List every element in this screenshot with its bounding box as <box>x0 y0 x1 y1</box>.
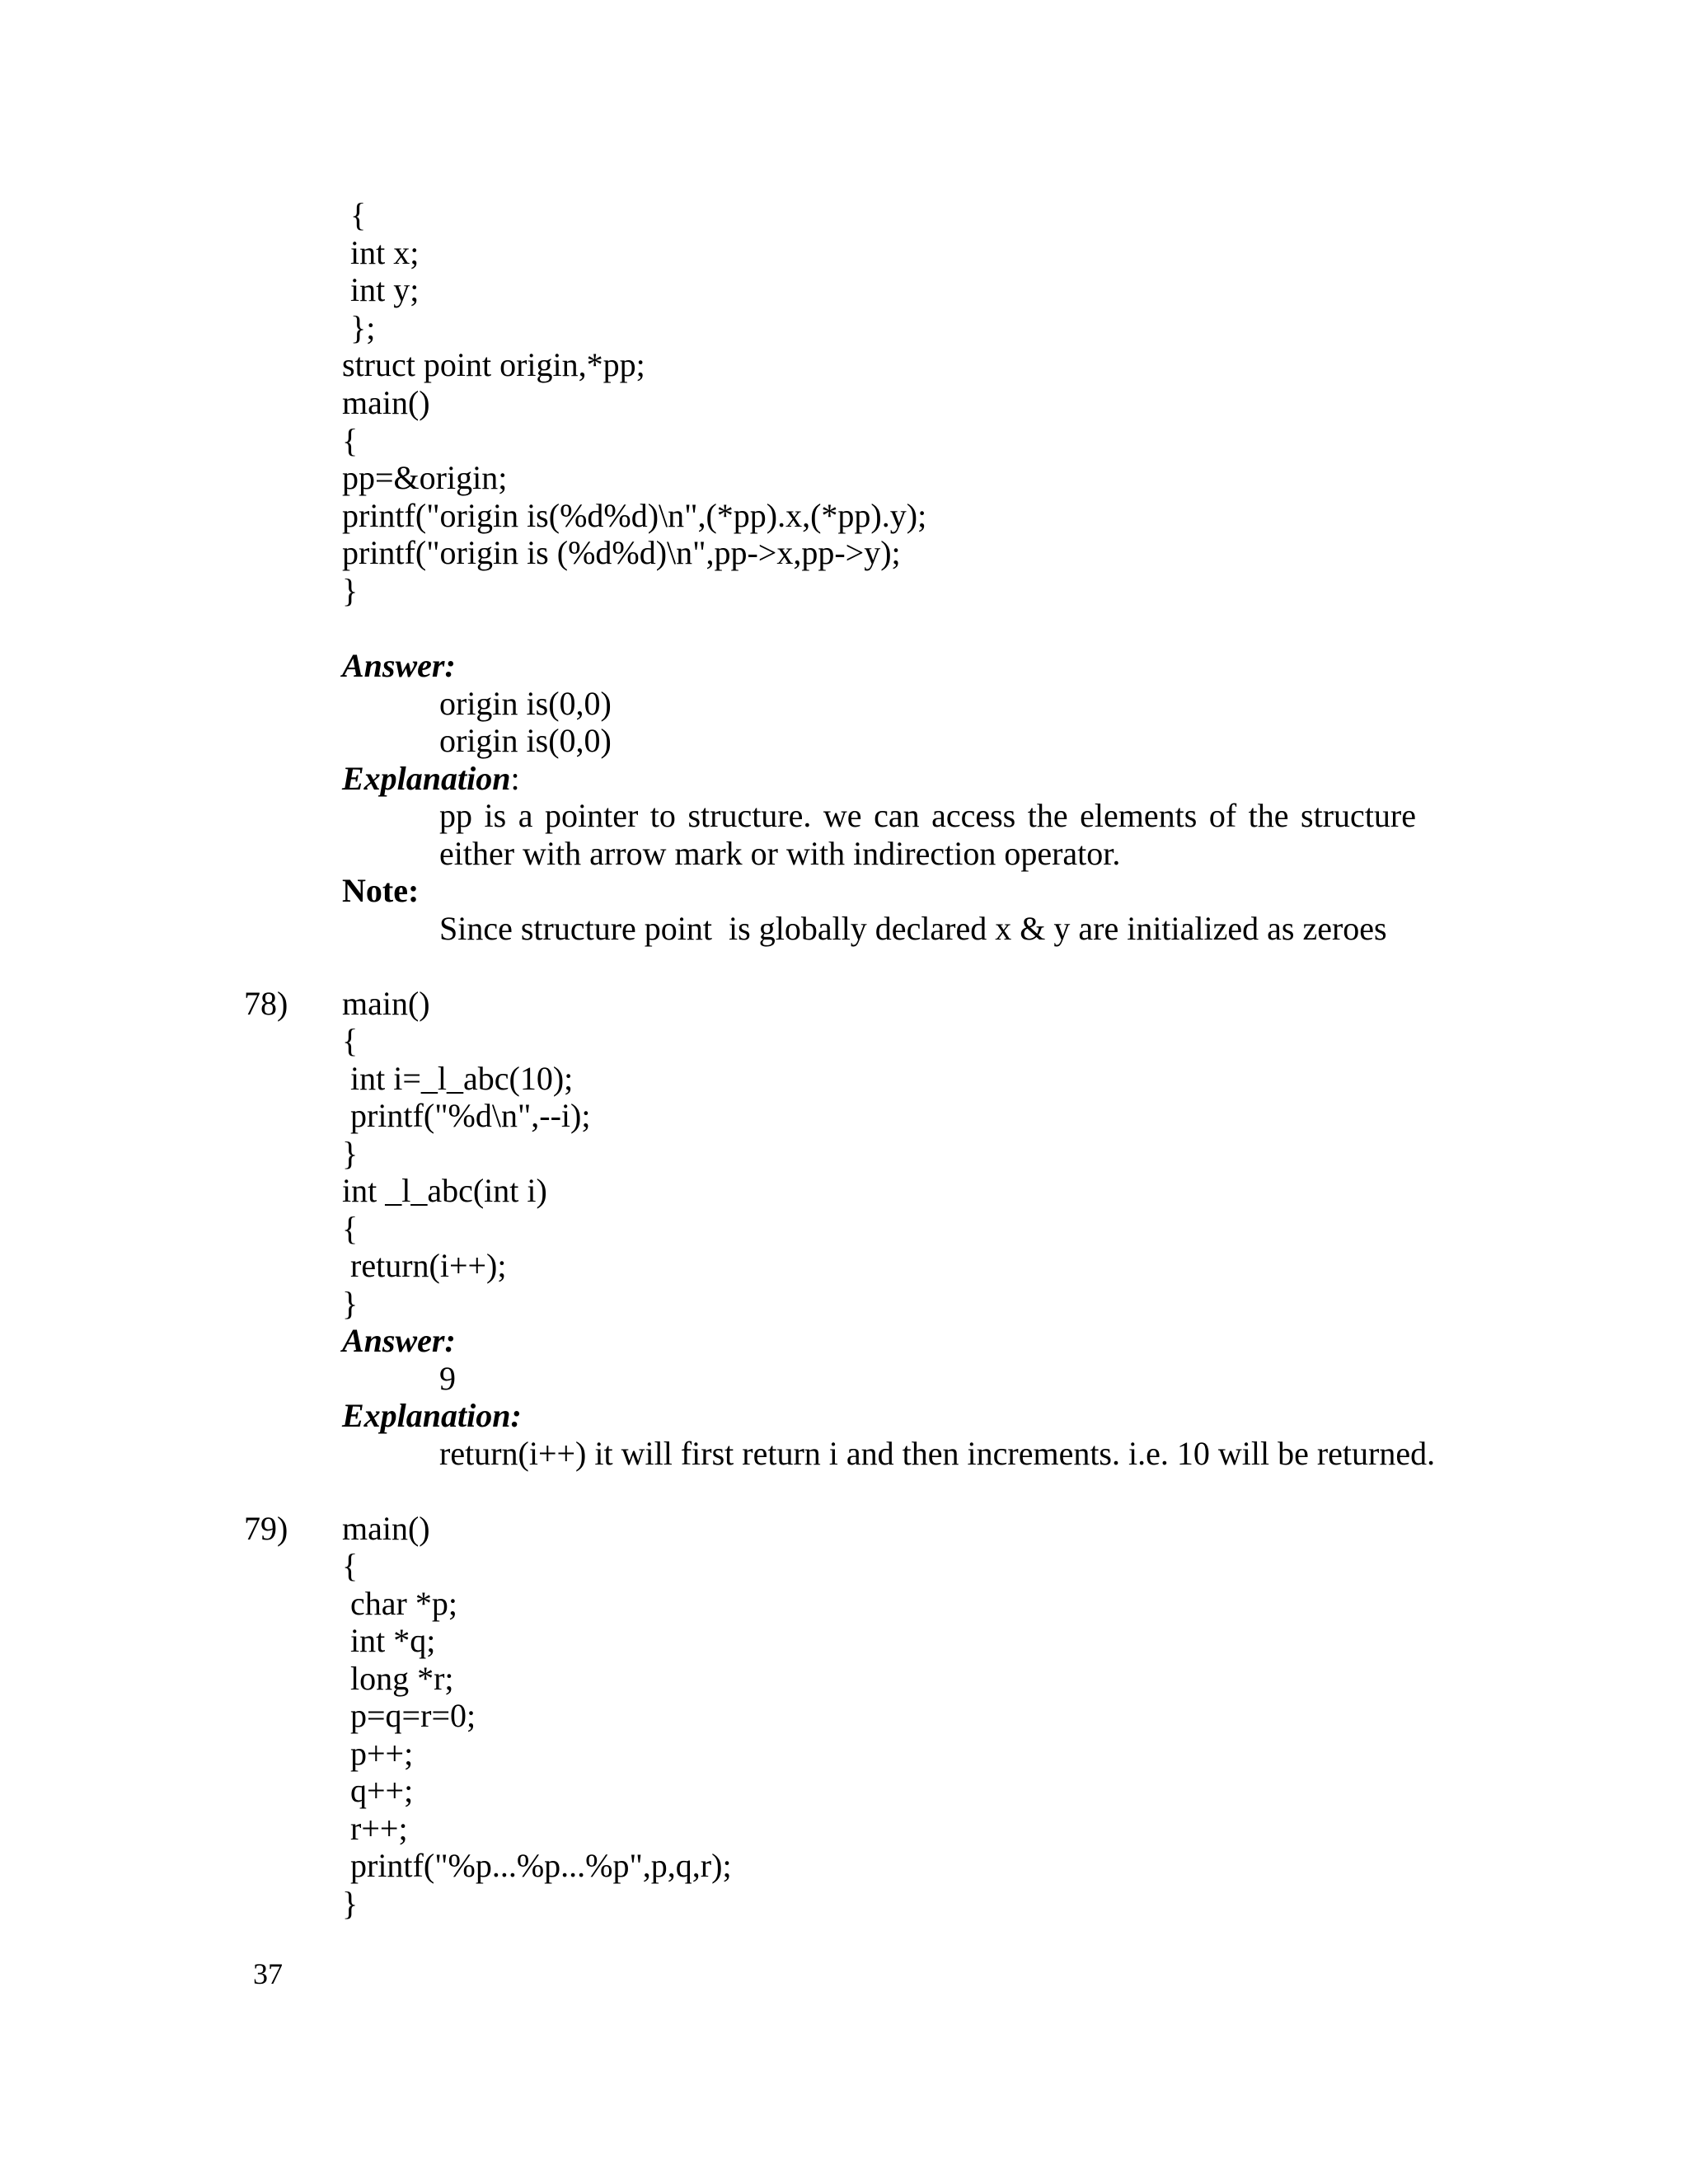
answer-value: 9 <box>439 1360 456 1397</box>
answer-label: Answer: <box>342 1322 456 1359</box>
code-line: } <box>342 572 359 609</box>
code-line: printf("origin is (%d%d)\n",pp->x,pp->y); <box>342 534 901 571</box>
page-number: 37 <box>253 1957 283 1990</box>
explanation-label: Explanation: <box>342 1397 522 1434</box>
note-label: Note: <box>342 872 420 909</box>
answer-line: origin is(0,0) <box>439 685 612 722</box>
code-line: { <box>342 196 367 233</box>
explanation-colon: : <box>510 760 520 797</box>
code-line: struct point origin,*pp; <box>342 346 645 383</box>
code-line: long *r; <box>342 1660 454 1697</box>
code-line: printf("%p...%p...%p",p,q,r); <box>342 1847 732 1884</box>
answer-line: origin is(0,0) <box>439 722 612 759</box>
code-line: { <box>342 1022 359 1059</box>
code-line: { <box>342 1547 359 1584</box>
explanation-heading <box>342 760 520 798</box>
explanation-text: pp is a pointer to structure. we can access the elements of the structure either with arrow mark or with indirection operator. <box>439 797 1416 872</box>
code-line: main() <box>342 384 430 421</box>
note-text: Since structure point is globally declared x & y are initialized as zeroes <box>439 910 1387 947</box>
code-line: q++; <box>342 1772 414 1809</box>
explanation-text: return(i++) it will first return i and then increments. i.e. 10 will be returned. <box>439 1435 1436 1472</box>
code-line: } <box>342 1885 359 1922</box>
code-line: r++; <box>342 1810 408 1847</box>
code-line: { <box>342 1210 359 1247</box>
code-line: int i=_l_abc(10); <box>342 1060 574 1097</box>
code-line: printf("origin is(%d%d)\n",(*pp).x,(*pp).y); <box>342 497 927 534</box>
code-line: printf("%d\n",--i); <box>342 1097 591 1134</box>
code-line: char *p; <box>342 1585 457 1622</box>
code-line: main() <box>342 1510 430 1547</box>
question-number: 78) <box>244 985 288 1022</box>
question-number: 79) <box>244 1510 288 1547</box>
code-line: pp=&origin; <box>342 459 508 496</box>
code-line: int _l_abc(int i) <box>342 1172 547 1209</box>
answer-label: Answer: <box>342 647 456 684</box>
code-line: p++; <box>342 1735 414 1772</box>
code-line: return(i++); <box>342 1247 507 1284</box>
code-line: main() <box>342 985 430 1022</box>
code-line: } <box>342 1285 359 1322</box>
code-line: int x; <box>342 234 420 271</box>
explanation-label: Explanation <box>342 760 511 797</box>
code-line: { <box>342 422 359 459</box>
code-line: }; <box>342 309 376 346</box>
code-line: p=q=r=0; <box>342 1697 476 1734</box>
code-line: } <box>342 1135 359 1172</box>
code-line: int *q; <box>342 1622 436 1659</box>
code-line: int y; <box>342 271 420 308</box>
